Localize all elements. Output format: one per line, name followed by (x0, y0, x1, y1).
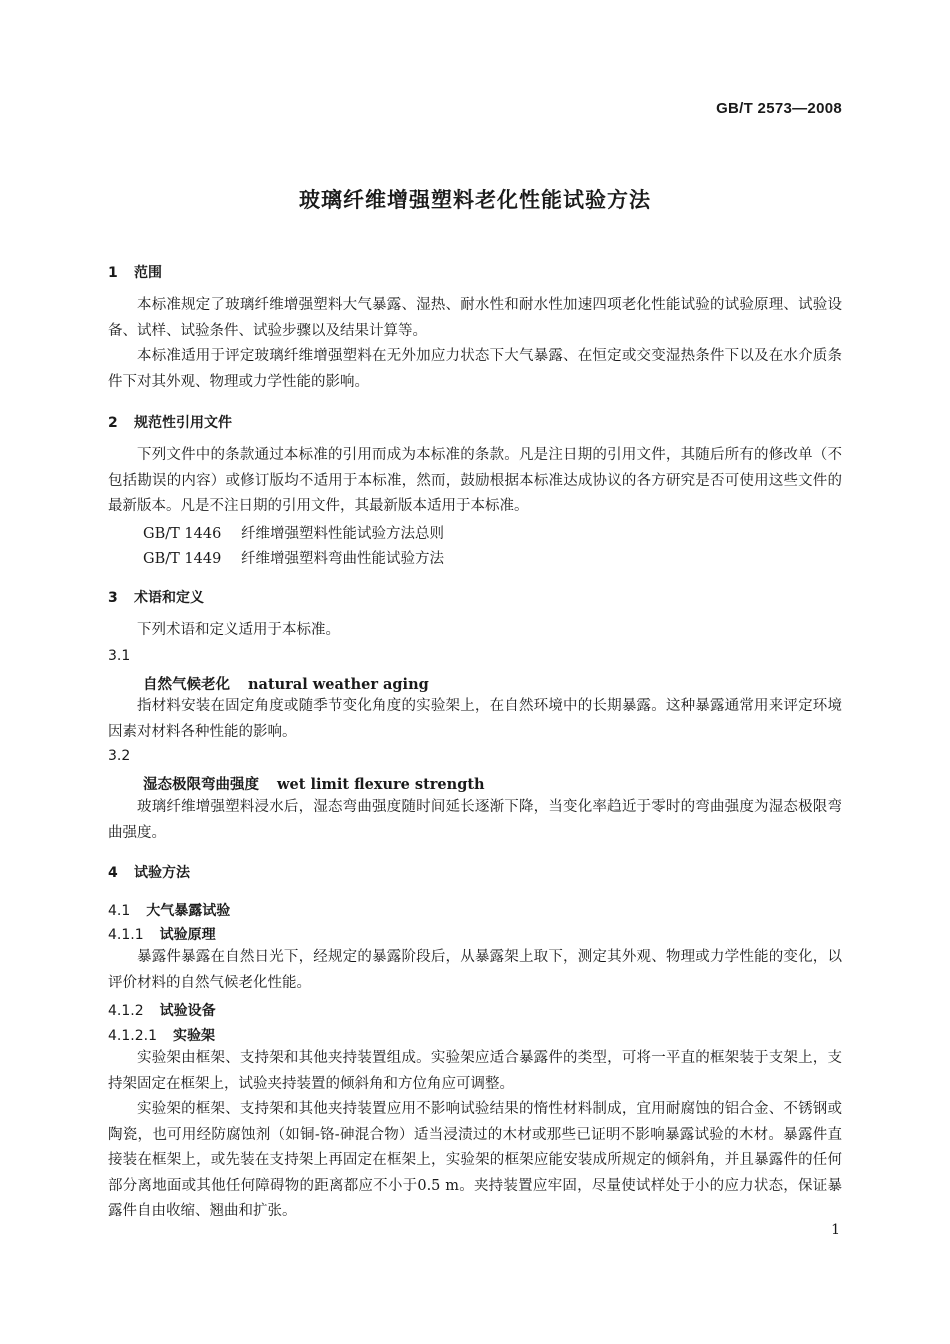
page-number: 1 (831, 1222, 840, 1238)
document-title: 玻璃纤维增强塑料老化性能试验方法 (299, 188, 651, 212)
term-3-2 (143, 773, 485, 794)
term-english: natural weather aging (248, 676, 429, 693)
section-title: 术语和定义 (134, 590, 204, 606)
term-chinese: 湿态极限弯曲强度 (143, 777, 259, 793)
reference-code: GB/T 1449 (143, 551, 222, 567)
term-english: wet limit flexure strength (277, 776, 485, 793)
subsection-4-1-2-1-paragraph-2: 实验架的框架、支持架和其他夹持装置应用不影响试验结果的惰性材料制成，宜用耐腐蚀的铝合金、不锈钢或陶瓷，也可用经防腐蚀剂（如铜-铬-砷混合物）适当浸渍过的木材或那些已证明不影响暴露试验的木材。暴露件直接装在框架上，或先装在支持架上再固定在框架上，实验架的框架应能安装成所规定的倾斜角，并且暴露件的任何部分离地面或其他任何障碍物的距离都应不小于0.5 m。夹持装置应牢固，尽量使试样处于小的应力状态，保证暴露件自由收缩、翘曲和扩张。 (108, 1101, 842, 1219)
reference-item (143, 547, 444, 568)
subsection-4-1-2-1-heading: 4.1.2.1 实验架 (108, 1028, 215, 1044)
subsection-4-1-2-1-paragraph-1: 实验架由框架、支持架和其他夹持装置组成。实验架应适合暴露件的类型，可将一平直的框架装于支架上，支持架固定在框架上，试验夹持装置的倾斜角和方位角应可调整。 (108, 1050, 842, 1092)
reference-item (143, 522, 444, 543)
term-3-1-definition: 指材料安装在固定角度或随季节变化角度的实验架上，在自然环境中的长期暴露。这种暴露通常用来评定环境因素对材料各种性能的影响。 (108, 698, 842, 740)
reference-title: 纤维增强塑料弯曲性能试验方法 (241, 551, 444, 567)
term-chinese: 自然气候老化 (143, 677, 230, 693)
section-2-heading (108, 412, 232, 432)
reference-code: GB/T 1446 (143, 526, 222, 542)
subsection-4-1-1-heading: 4.1.1 试验原理 (108, 927, 216, 943)
section-3-intro: 下列术语和定义适用于本标准。 (137, 622, 340, 638)
section-1-heading (108, 262, 162, 282)
term-3-1-number: 3.1 (108, 648, 131, 664)
section-2-paragraph-1: 下列文件中的条款通过本标准的引用而成为本标准的条款。凡是注日期的引用文件，其随后所有的修改单（不包括勘误的内容）或修订版均不适用于本标准，然而，鼓励根据本标准达成协议的各方研究是否可使用这些文件的最新版本。凡是不注日期的引用文件，其最新版本适用于本标准。 (108, 447, 842, 514)
term-3-1 (143, 673, 429, 694)
section-1-paragraph-1: 本标准规定了玻璃纤维增强塑料大气暴露、湿热、耐水性和耐水性加速四项老化性能试验的试验原理、试验设备、试样、试验条件、试验步骤以及结果计算等。 (108, 297, 842, 339)
subsection-4-1-1-paragraph: 暴露件暴露在自然日光下，经规定的暴露阶段后，从暴露架上取下，测定其外观、物理或力学性能的变化，以评价材料的自然气候老化性能。 (108, 949, 842, 991)
section-1-paragraph-2: 本标准适用于评定玻璃纤维增强塑料在无外加应力状态下大气暴露、在恒定或交变湿热条件下以及在水介质条件下对其外观、物理或力学性能的影响。 (108, 348, 842, 390)
section-number: 4 (108, 865, 118, 881)
subsection-4-1-heading: 4.1 大气暴露试验 (108, 903, 231, 919)
section-number: 2 (108, 415, 118, 431)
section-title: 规范性引用文件 (134, 415, 232, 431)
section-3-heading (108, 587, 204, 607)
section-title: 范围 (134, 265, 162, 281)
term-3-2-number: 3.2 (108, 748, 131, 764)
section-4-heading (108, 862, 190, 882)
section-number: 3 (108, 590, 118, 606)
section-title: 试验方法 (134, 865, 190, 881)
section-number: 1 (108, 265, 118, 281)
term-3-2-definition: 玻璃纤维增强塑料浸水后，湿态弯曲强度随时间延长逐渐下降，当变化率趋近于零时的弯曲强度为湿态极限弯曲强度。 (108, 799, 842, 841)
subsection-4-1-2-heading: 4.1.2 试验设备 (108, 1003, 216, 1019)
standard-number: GB/T 2573—2008 (716, 100, 842, 117)
reference-title: 纤维增强塑料性能试验方法总则 (241, 526, 444, 542)
